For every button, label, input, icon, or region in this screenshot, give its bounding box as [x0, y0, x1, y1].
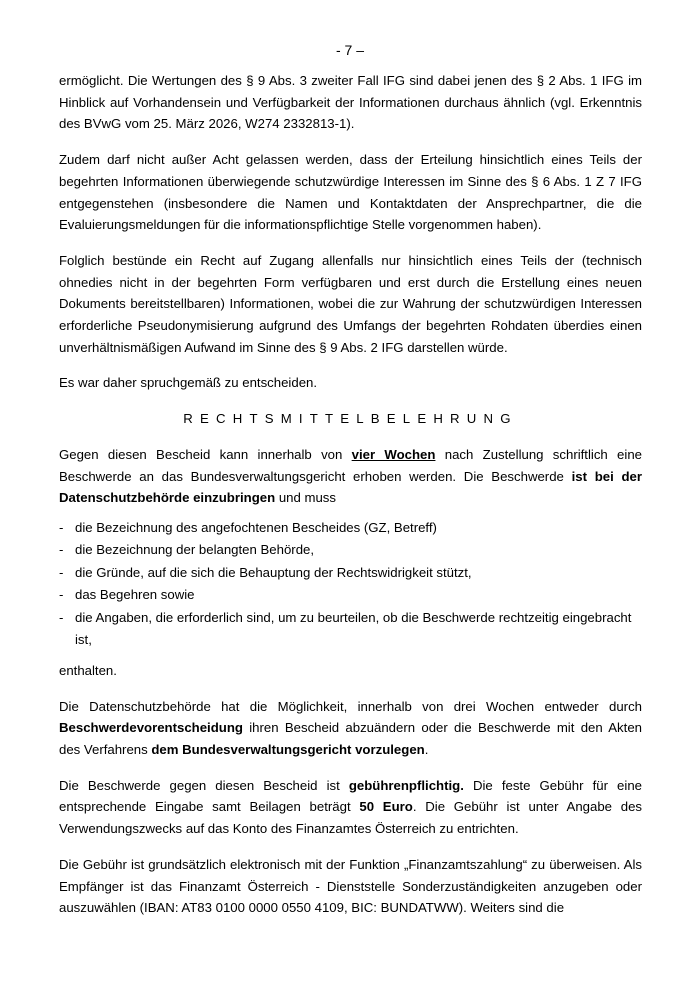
text-run: Gegen diesen Bescheid kann innerhalb von: [59, 446, 352, 462]
text-run: .: [424, 742, 429, 758]
paragraph-9: Die Gebühr ist grundsätzlich elektronisch mit der Funktion „Finanzamtszahlung“ zu überweisen. Als Empfänger ist das Finanzamt Österreich - Dienststelle Sonderzuständigkeiten anzugeben oder auszuwählen (IBAN: AT83 0100 0000 0550 4109, BIC: BUNDATWW). Weiters sind die: [59, 856, 642, 916]
emphasis-vorlage: dem Bundesverwaltungsgericht vorzulegen: [151, 742, 425, 758]
text-run: . Die Gebühr ist unter Angabe des Verwendungszwecks auf das Konto des Finanzamtes Österreich zu entrichten.: [59, 799, 643, 837]
paragraph-4: Es war daher spruchgemäß zu entscheiden.: [59, 375, 318, 391]
list-item: - die Bezeichnung des angefochtenen Bescheides (GZ, Betreff): [59, 517, 642, 540]
emphasis-submission: ist bei der Datenschutzbehörde einzubringen: [59, 468, 642, 506]
paragraph-2: Zudem darf nicht außer Acht gelassen werden, dass der Erteilung hinsichtlich eines Teils der begehrten Informationen überwiegende schutzwürdige Interessen im Sinne des § 6 Abs. 1 Z 7 IFG entgegenstehen (insbesondere die Namen und Kontaktdaten der Ansprechpartner, die die Evaluierungsmeldungen für die informationspflichtige Stelle vorgenommen haben).: [59, 152, 642, 233]
document-body: [59, 70, 642, 919]
emphasis-fee-amount: 50 Euro: [359, 799, 413, 815]
text-run: Die feste Gebühr für eine entsprechende Eingabe samt Beilagen beträgt: [59, 777, 642, 815]
text-run: Die Datenschutzbehörde hat die Möglichkeit, innerhalb von drei Wochen entweder durch: [59, 698, 642, 714]
list-item: - die Bezeichnung der belangten Behörde,: [59, 539, 642, 562]
text-run: nach Zustellung schriftlich eine Beschwerde an das Bundesverwaltungsgericht erhoben werden. Die Beschwerde: [59, 446, 642, 484]
paragraph-3: Folglich bestünde ein Recht auf Zugang allenfalls nur hinsichtlich eines Teils der (technisch ohnedies nicht in der begehrten Form verfügbaren und erst durch die Erstellung eines neuen Dokuments bereitstellbaren) Informationen, wobei die zur Wahrung der schutzwürdigen Interessen erforderliche Pseudonymisierung aufgrund des Umfangs der begehrten Rohdaten überdies einen unverhältnismäßigen Aufwand im Sinne des § 9 Abs. 2 IFG darstellen würde.: [59, 252, 642, 355]
paragraph-5: [59, 444, 642, 509]
text-run: und muss: [275, 490, 336, 506]
section-heading-rechtsmittelbelehrung: RECHTSMITTELBELEHRUNG: [183, 411, 518, 427]
paragraph-1: ermöglicht. Die Wertungen des § 9 Abs. 3 zweiter Fall IFG sind dabei jenen des § 2 Abs. 1 IFG im Hinblick auf Vorhandensein und Verfügbarkeit der Informationen durchaus ähnlich (vgl. Erkenntnis des BVwG vom 25. März 2026, W274 2332813-1).: [59, 73, 642, 132]
page-number: - 7 –: [335, 42, 364, 58]
list-item: - die Gründe, auf die sich die Behauptung der Rechtswidrigkeit stützt,: [59, 562, 642, 585]
list-item: - die Angaben, die erforderlich sind, um zu beurteilen, ob die Beschwerde rechtzeitig eingebracht ist,: [59, 607, 642, 652]
text-run: Die Beschwerde gegen diesen Bescheid ist: [59, 777, 349, 793]
emphasis-fee-required: gebührenpflichtig.: [348, 777, 464, 793]
text-run: ihren Bescheid abzuändern oder die Beschwerde mit den Akten des Verfahrens: [59, 720, 642, 758]
paragraph-7: [59, 696, 642, 761]
paragraph-8: [59, 775, 642, 840]
emphasis-bvwg-vorentscheidung: Beschwerdevorentscheidung: [59, 720, 243, 736]
emphasis-deadline: vier Wochen: [351, 446, 436, 462]
requirements-list: [59, 517, 642, 652]
paragraph-6: enthalten.: [59, 662, 117, 678]
list-item: - das Begehren sowie: [59, 584, 642, 607]
